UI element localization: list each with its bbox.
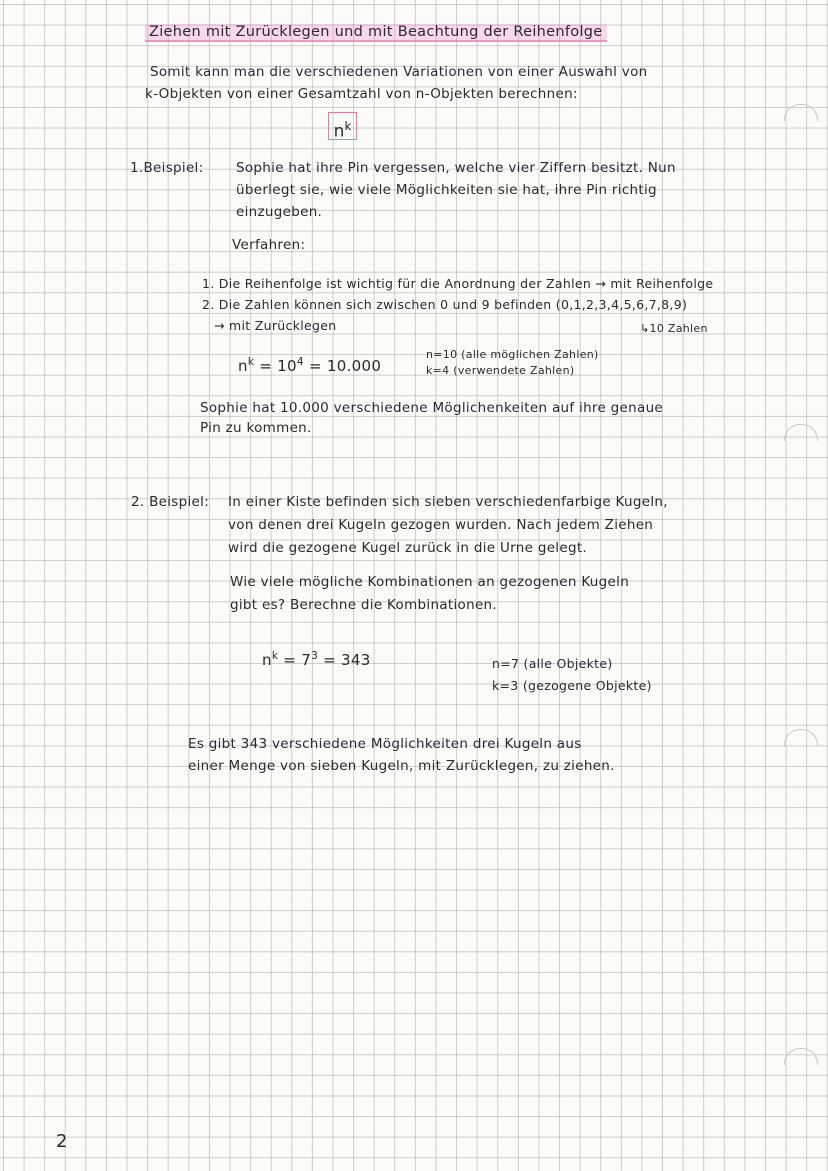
procedure-step-2-result: → mit Zurücklegen [214, 318, 337, 333]
example-2-question-line-2: gibt es? Berechne die Kombinationen. [230, 597, 497, 613]
calc-2-part-1: = 7 [278, 651, 312, 669]
calc-2-base: n [262, 651, 272, 669]
formula-box [328, 112, 357, 140]
example-1-answer-line-2: Pin zu kommen. [200, 420, 312, 436]
calc-1-exponent-2: 4 [296, 356, 304, 368]
example-2-label: 2. Beispiel: [131, 494, 210, 510]
page-number: 2 [56, 1131, 68, 1152]
punch-hole-mark [784, 104, 818, 121]
calc-1-base: n [238, 357, 248, 375]
example-1-calculation [238, 356, 381, 375]
procedure-step-1: 1. Die Reihenfolge ist wichtig für die Anordnung der Zahlen → mit Reihenfolge [202, 276, 714, 291]
example-2-answer-line-1: Es gibt 343 verschiedene Möglichkeiten drei Kugeln aus [188, 736, 582, 752]
calc-2-exponent: k [271, 650, 279, 662]
example-1-line-3: einzugeben. [236, 204, 323, 220]
page-title: Ziehen mit Zurücklegen und mit Beachtung der Reihenfolge [145, 24, 607, 42]
example-2-answer-line-2: einer Menge von sieben Kugeln, mit Zurücklegen, zu ziehen. [188, 758, 615, 774]
calc-2-part-2: = 343 [318, 651, 371, 669]
example-1-line-1: Sophie hat ihre Pin vergessen, welche vier Ziffern besitzt. Nun [236, 160, 676, 176]
example-1-label: 1.Beispiel: [130, 160, 204, 176]
punch-hole-mark [784, 729, 818, 746]
example-2-question-line-1: Wie viele mögliche Kombinationen an gezogenen Kugeln [230, 574, 630, 590]
punch-hole-mark [784, 1048, 818, 1065]
example-1-note-k: k=4 (verwendete Zahlen) [426, 364, 575, 377]
calc-2-exponent-2: 3 [311, 650, 319, 662]
calc-1-exponent: k [247, 356, 255, 368]
example-2-note-k: k=3 (gezogene Objekte) [492, 678, 652, 693]
example-1-line-2: überlegt sie, wie viele Möglichkeiten sie hat, ihre Pin richtig [236, 182, 657, 198]
procedure-step-2-note: ↳10 Zahlen [640, 322, 708, 335]
example-2-note-n: n=7 (alle Objekte) [492, 656, 613, 671]
intro-line-2: k-Objekten von einer Gesamtzahl von n-Objekten berechnen: [145, 86, 578, 102]
example-2-line-1: In einer Kiste befinden sich sieben verschiedenfarbige Kugeln, [228, 494, 668, 510]
calc-1-part-2: = 10.000 [303, 357, 382, 375]
example-2-line-2: von denen drei Kugeln gezogen wurden. Nach jedem Ziehen [228, 517, 654, 533]
calc-1-part-1: = 10 [254, 357, 297, 375]
punch-hole-mark [784, 424, 818, 441]
example-2-line-3: wird die gezogene Kugel zurück in die Urne gelegt. [228, 540, 588, 556]
intro-line-1: Somit kann man die verschiedenen Variationen von einer Auswahl von [150, 64, 648, 80]
procedure-step-2: 2. Die Zahlen können sich zwischen 0 und 9 befinden (0,1,2,3,4,5,6,7,8,9) [202, 297, 688, 312]
example-2-calculation [262, 650, 371, 669]
example-1-answer-line-1: Sophie hat 10.000 verschiedene Möglichenkeiten auf ihre genaue [200, 400, 664, 416]
formula-base: n [333, 121, 345, 142]
formula-exponent: k [344, 119, 352, 133]
example-1-note-n: n=10 (alle möglichen Zahlen) [426, 348, 599, 361]
procedure-heading: Verfahren: [232, 237, 306, 253]
